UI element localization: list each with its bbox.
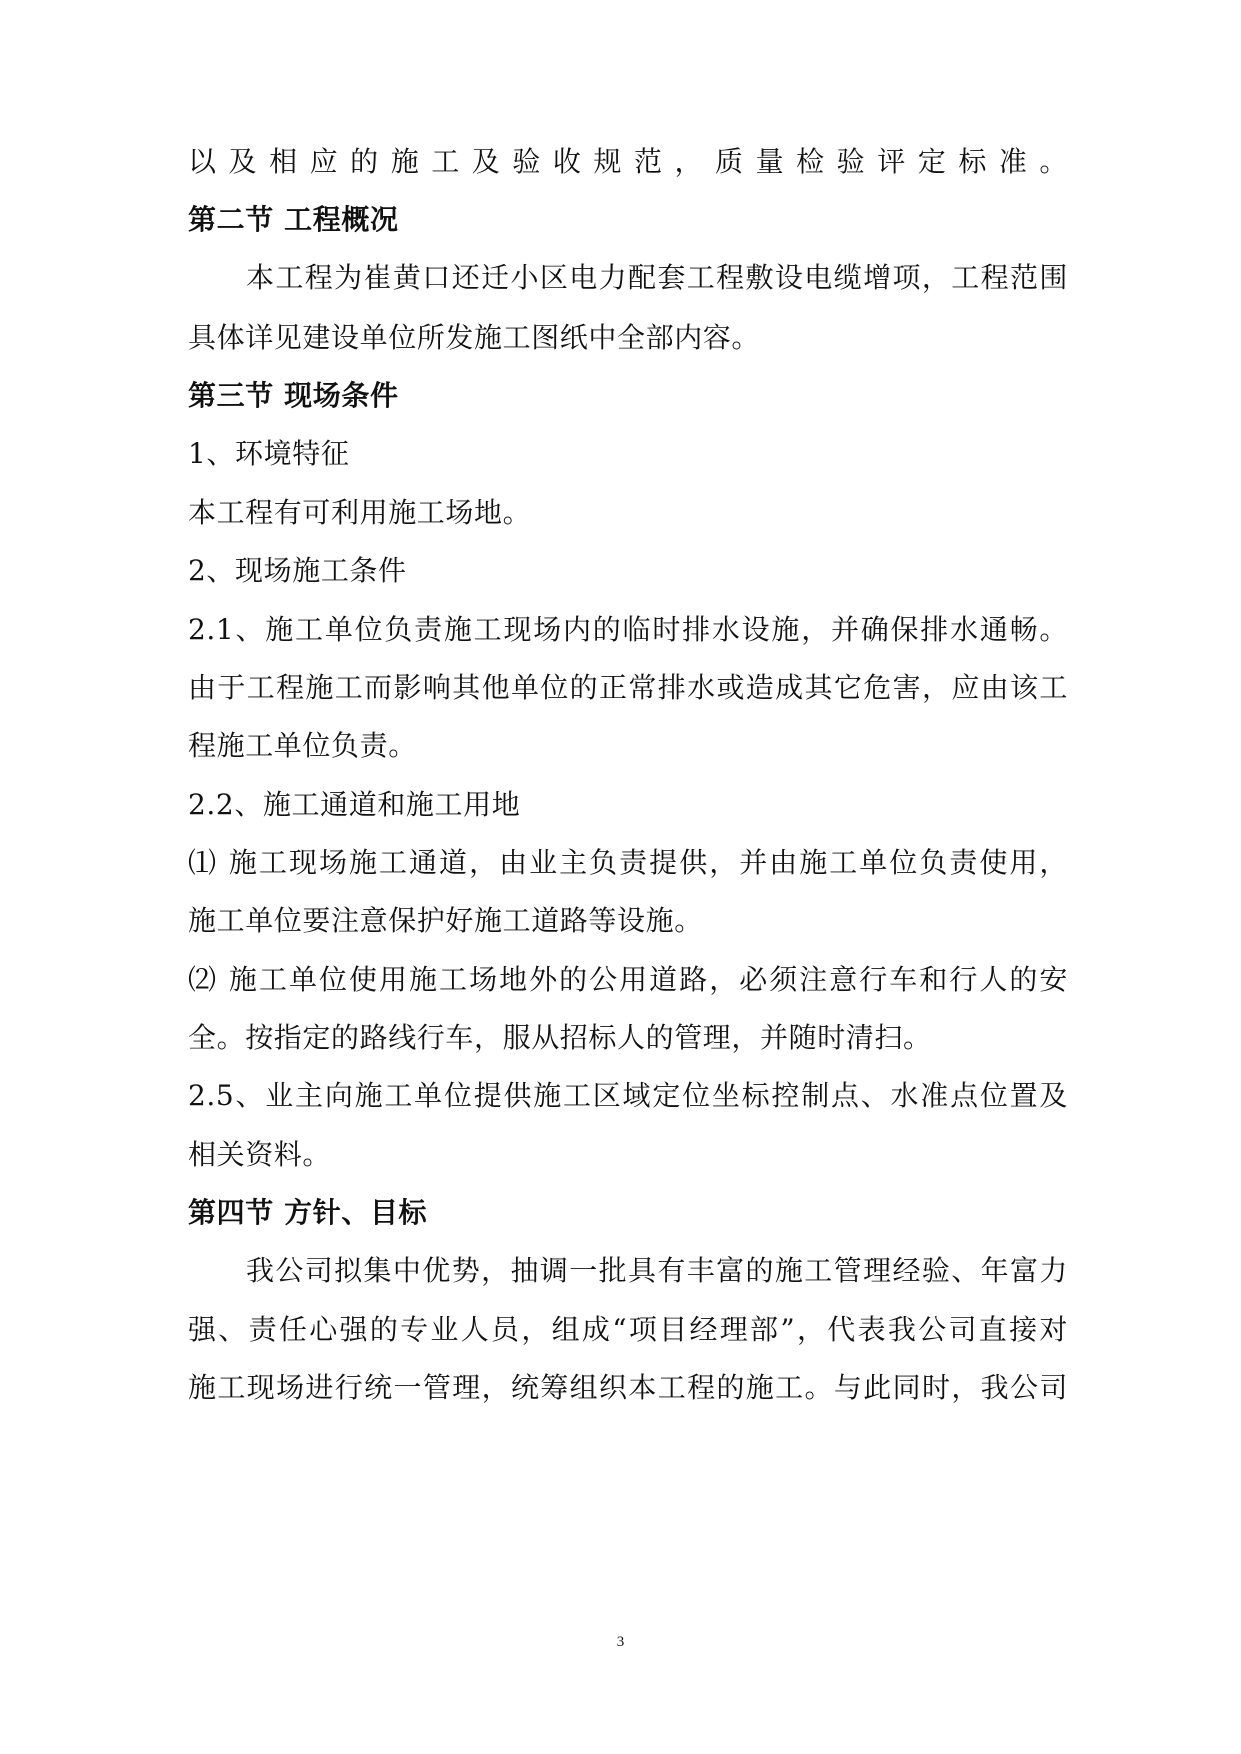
body-text-line: 以及相应的施工及验收规范，质量检验评定标准。 (188, 145, 1068, 178)
body-text-line: 由于工程施工而影响其他单位的正常排水或造成其它危害，应由该工 (188, 671, 1068, 704)
body-text-line: 本工程为崔黄口还迁小区电力配套工程敷设电缆增项，工程范围 (246, 261, 1068, 294)
body-text-line: ⑵ 施工单位使用施工场地外的公用道路，必须注意行车和行人的安 (188, 963, 1068, 996)
body-text-line: 全。按指定的路线行车，服从招标人的管理，并随时清扫。 (188, 1021, 932, 1054)
body-text-line: 施工现场进行统一管理，统筹组织本工程的施工。与此同时，我公司 (188, 1371, 1068, 1404)
body-text-line: 2.1、施工单位负责施工现场内的临时排水设施，并确保排水通畅。 (188, 613, 1068, 646)
subheading-line: 2、现场施工条件 (188, 554, 407, 587)
body-text-line: 本工程有可利用施工场地。 (188, 496, 532, 529)
body-text-line: 相关资料。 (188, 1138, 332, 1171)
body-text-line: 2.5、业主向施工单位提供施工区域定位坐标控制点、水准点位置及 (188, 1079, 1068, 1112)
body-text-line: 具体详见建设单位所发施工图纸中全部内容。 (188, 321, 761, 354)
subheading-line: 1、环境特征 (188, 437, 350, 470)
body-text-line: 强、责任心强的专业人员，组成“项目经理部”，代表我公司直接对 (188, 1313, 1068, 1346)
section-heading-3: 第三节 现场条件 (188, 379, 399, 412)
page-number: 3 (616, 1634, 625, 1650)
body-text-line: 我公司拟集中优势，抽调一批具有丰富的施工管理经验、年富力 (246, 1254, 1068, 1287)
body-text-line: 程施工单位负责。 (188, 729, 417, 762)
section-heading-2: 第二节 工程概况 (188, 203, 399, 236)
subheading-line: 2.2、施工通道和施工用地 (188, 788, 521, 821)
body-text-line: 施工单位要注意保护好施工道路等设施。 (188, 904, 703, 937)
section-heading-4: 第四节 方针、目标 (188, 1196, 428, 1229)
body-text-line: ⑴ 施工现场施工通道，由业主负责提供，并由施工单位负责使用， (188, 846, 1068, 879)
